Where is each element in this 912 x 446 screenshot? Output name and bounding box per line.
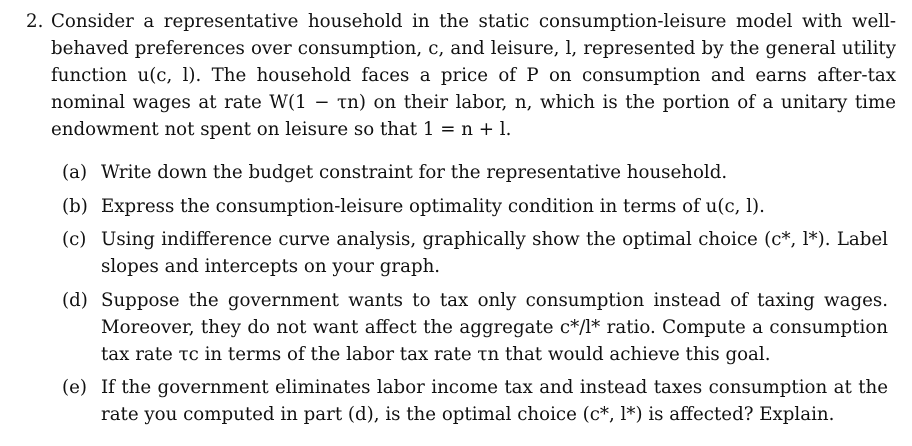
problem-statement xyxy=(26,8,896,143)
part-b xyxy=(62,193,888,220)
problem-text: Consider a representative household in the static consumption-leisure model with well-behaved preferences over consumption, c, and leisure, l, represented by the general utility function u(c, l). The household faces a price of P on consumption and earns after-tax nominal wages at rate W(1 − τn) on their labor, n, which is the portion of a unitary time endowment not spent on leisure so that 1 = n + l. xyxy=(51,11,896,140)
part-c xyxy=(62,226,888,280)
problem-parts xyxy=(62,159,888,435)
part-a xyxy=(62,159,888,186)
part-label: (b) xyxy=(62,195,88,217)
part-label: (d) xyxy=(62,289,88,311)
part-text: If the government eliminates labor income tax and instead taxes consumption at the rate you computed in part (d), is the optimal choice (c*, l*) is affected? Explain. xyxy=(101,377,888,425)
part-label: (a) xyxy=(62,162,88,183)
part-text: Using indifference curve analysis, graphically show the optimal choice (c*, l*). Label slopes and intercepts on your graph. xyxy=(101,229,888,277)
part-e xyxy=(62,374,888,428)
part-d xyxy=(62,287,888,368)
part-text: Suppose the government wants to tax only consumption instead of taxing wages. Moreover, they do not want affect the aggregate c*/l* ratio. Compute a consumption tax rate τc in terms of the labor tax rate τn that would achieve this goal. xyxy=(101,289,888,365)
problem-number: 2. xyxy=(26,11,44,32)
part-text: Express the consumption-leisure optimality condition in terms of u(c, l). xyxy=(101,195,765,217)
part-label: (c) xyxy=(62,229,87,250)
part-text: Write down the budget constraint for the representative household. xyxy=(101,162,728,183)
part-label: (e) xyxy=(62,377,87,398)
